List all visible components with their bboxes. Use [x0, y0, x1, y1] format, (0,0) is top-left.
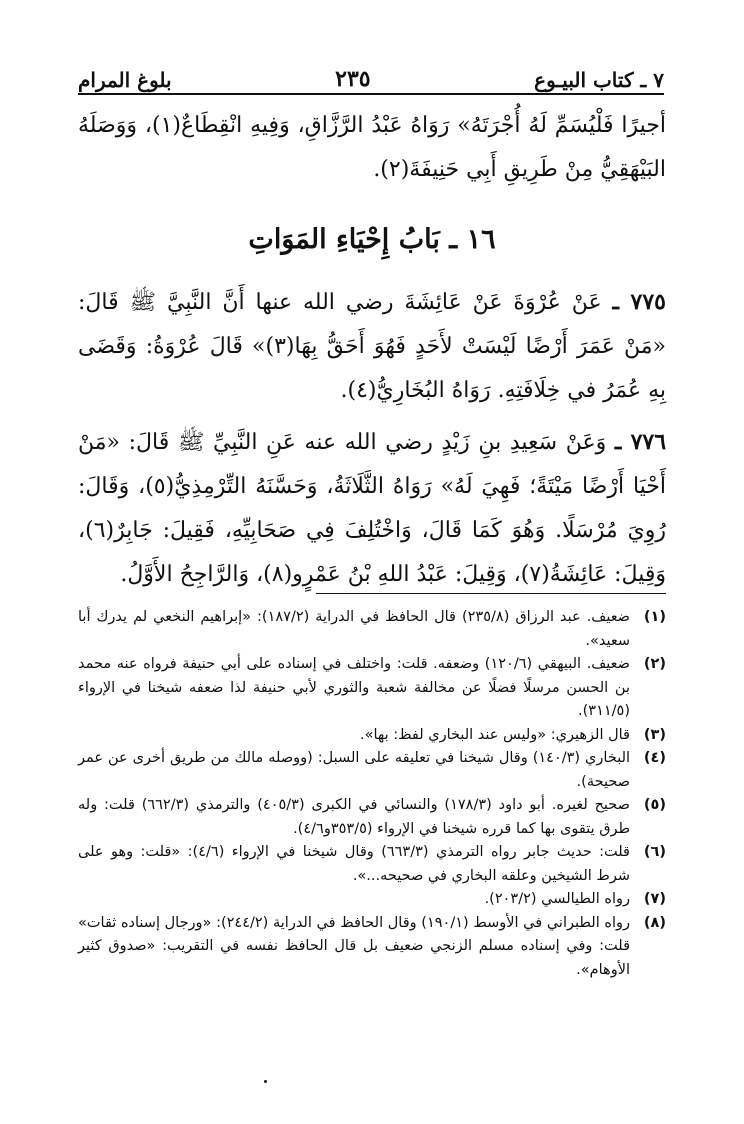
- footnote-number: (٢): [643, 656, 666, 672]
- footnote-number: (٥): [643, 797, 666, 813]
- footnote-number: (٣): [643, 726, 666, 743]
- header-rule: [78, 93, 664, 95]
- hadith-number: ٧٧٦ ـ: [614, 429, 667, 455]
- hadith-text: وَعَنْ سَعِيدِ بنِ زَيْدٍ رضي الله عنه عَنِ النَّبِيِّ ﷺ قَالَ: «مَنْ أَحْيَا أَرْضًا مَيْتَةً؛ فَهِيَ لَهُ» رَوَاهُ الثَّلَاثَةُ، وَحَسَّنَهُ التِّرْمِذِيُّ(٥)، وَقَالَ: رُوِيَ مُرْسَلًا. وَهُوَ كَمَا قَالَ، وَاخْتُلِفَ فِي صَحَابِيِّهِ، فَقِيلَ: جَابِرٌ(٦)، وَقِيلَ: عَائِشَةُ(٧)، وَقِيلَ: عَبْدُ اللهِ بْنُ عَمْرٍو(٨)، وَالرَّاجِحُ الأَوَّلُ.: [78, 430, 667, 587]
- footnote-number: (٤): [643, 750, 666, 766]
- footnote: [78, 794, 666, 841]
- footnote-number: (٦): [643, 844, 666, 860]
- footnote: [78, 606, 666, 653]
- running-header: [78, 60, 664, 92]
- intro-paragraph: أجيرًا فَلْيُسَمِّ لَهُ أُجْرَتَهُ» رَوَاهُ عَبْدُ الرَّزَّاقِ، وَفِيهِ انْقِطَاعٌ(١)، وَوَصَلَهُ البَيْهَقِيُّ مِنْ طَرِيقِ أَبِي حَنِيفَةَ(٢).: [78, 113, 666, 182]
- footnote-separator: [316, 593, 666, 594]
- footnote-text: رواه الطيالسي (٢٠٣/٢).: [484, 891, 630, 907]
- hadith-text: عَنْ عُرْوَةَ عَنْ عَائِشَةَ رضي الله عنها أَنَّ النَّبِيَّ ﷺ قَالَ: «مَنْ عَمَرَ أَرْضًا لَيْسَتْ لأَحَدٍ فَهُوَ أَحَقُّ بِهَا(٣)» قَالَ عُرْوَةُ: وَقَضَى بِهِ عُمَرُ في خِلَافَتِهِ. رَوَاهُ البُخَارِيُّ(٤).: [78, 290, 666, 403]
- footnote: [78, 747, 666, 794]
- footnote: [78, 888, 666, 912]
- hadith-775: [78, 280, 666, 413]
- book-title: بلوغ المرام: [78, 68, 172, 92]
- footnote-text: صحيح لغيره. أبو داود (١٧٨/٣) والنسائي في الكبرى (٤٠٥/٣) والترمذي (٦٦٢/٣) قلت: وله طرق يتقوى بها كما قرره شيخنا في الإرواء (٣٥٣/٥و٤/٦).: [78, 797, 630, 837]
- footnote-text: ضعيف. عبد الرزاق (٢٣٥/٨) قال الحافظ في الدراية (١٨٧/٢): «إبراهيم النخعي لم يدرك أبا سعيد».: [78, 609, 630, 649]
- page-number: ٢٣٥: [335, 66, 371, 92]
- footnote-text: رواه الطبراني في الأوسط (١٩٠/١) وقال الحافظ في الدراية (٢٤٤/٢): «ورجال إسناده ثقات» قلت: وفي إسناده مسلم الزنجي ضعيف بل قال الحافظ نفسه في التقريب: «صدوق كثير الأوهام».: [78, 914, 630, 978]
- footnote-text: البخاري (١٤٠/٣) وقال شيخنا في تعليقه على السبل: (ووصله مالك من طريق أخرى عن عمر صحيحة).: [78, 750, 631, 790]
- footnote: [78, 912, 666, 983]
- hadith-number: ٧٧٥ ـ: [612, 289, 666, 315]
- footnote: [78, 653, 666, 724]
- footnote-number: (٨): [643, 914, 666, 931]
- footnote-text: قال الزهيري: «وليس عند البخاري لفظ: بها».: [359, 726, 630, 743]
- footnote-text: ضعيف. البيهقي (١٢٠/٦) وضعفه. قلت: واختلف في إسناده على أبي حنيفة فرواه عنه محمد بن الحسن مرسلًا فضلًا عن مخالفة شعبة والثوري لأبي حنيفة لذا ضعفه شيخنا في الإرواء (٣١١/٥).: [78, 656, 630, 719]
- footnote-number: (٧): [643, 891, 666, 907]
- chapter-title: ١٦ ـ بَابُ إِحْيَاءِ المَوَاتِ: [248, 224, 496, 255]
- footnote: [78, 724, 666, 748]
- hadith-776: [78, 420, 666, 597]
- chapter-heading: ٧ ـ كتاب البيـوع: [534, 68, 664, 92]
- footnote-number: (١): [643, 609, 666, 625]
- footnotes: [78, 606, 666, 982]
- page-dot: [264, 1080, 267, 1083]
- footnote-text: قلت: حديث جابر رواه الترمذي (٦٦٣/٣) وقال شيخنا في الإرواء (٤/٦): «قلت: وهو على شرط الشيخين وعلقه البخاري في صحيحه...».: [78, 844, 630, 884]
- footnote: [78, 841, 666, 888]
